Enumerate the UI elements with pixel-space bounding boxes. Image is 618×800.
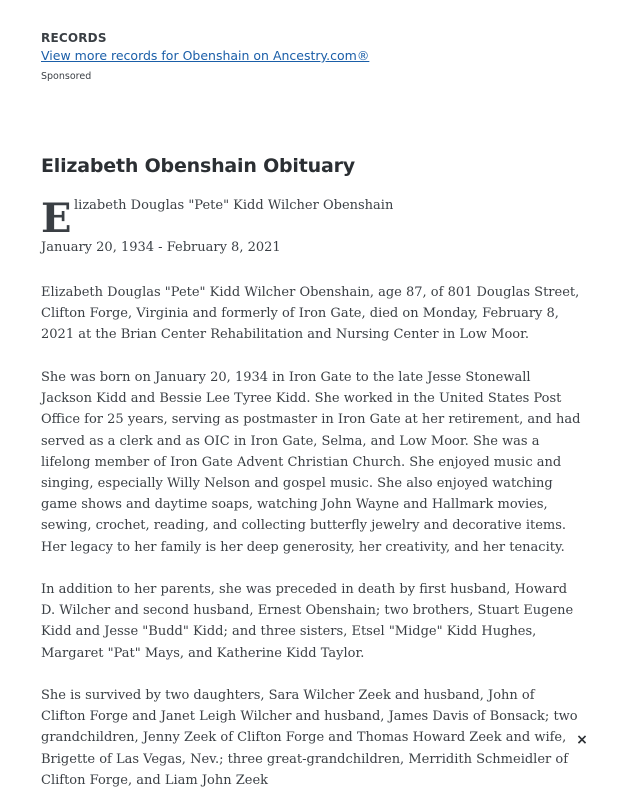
- life-dates: January 20, 1934 - February 8, 2021: [41, 240, 281, 255]
- page-title: Elizabeth Obenshain Obituary: [41, 155, 355, 177]
- deceased-full-name: [41, 195, 581, 242]
- obituary-paragraph: Elizabeth Douglas "Pete" Kidd Wilcher Obenshain, age 87, of 801 Douglas Street, Clifton Forge, Virginia and formerly of Iron Gate, died on Monday, February 8, 2021 at the Brian Center Rehabilitation and Nursing Center in Low Moor.: [41, 285, 580, 343]
- close-icon[interactable]: ×: [576, 732, 588, 748]
- obituary-paragraph: She is survived by two daughters, Sara Wilcher Zeek and husband, John of Clifton Forge and Janet Leigh Wilcher and husband, James Davis of Bonsack; two grandchildren, Jenny Zeek of Clifton Forge and Thomas Howard Zeek and wife, Brigette of Las Vegas, Nev.; three great-grandchildren, Merridith Schmeidler of Clifton Forge, and Liam John Zeek: [41, 688, 578, 788]
- records-label: RECORDS: [41, 31, 107, 45]
- drop-cap: E: [41, 195, 72, 242]
- obituary-paragraph: She was born on January 20, 1934 in Iron Gate to the late Jesse Stonewall Jackson Kidd and Bessie Lee Tyree Kidd. She worked in the United States Post Office for 25 years, serving as postmaster in Iron Gate at her retirement, and had served as a clerk and as OIC in Iron Gate, Selma, and Low Moor. She was a lifelong member of Iron Gate Advent Christian Church. She enjoyed music and singing, especially Willy Nelson and gospel music. She also enjoyed watching game shows and daytime soaps, watching John Wayne and Hallmark movies, sewing, crochet, reading, and collecting butterfly jewelry and decorative items. Her legacy to her family is her deep generosity, her creativity, and her tenacity.: [41, 370, 581, 555]
- full-name-text: lizabeth Douglas "Pete" Kidd Wilcher Obenshain: [74, 198, 394, 213]
- ancestry-records-link[interactable]: View more records for Obenshain on Ancestry.com®: [41, 48, 370, 63]
- sponsored-label: Sponsored: [41, 71, 92, 82]
- obituary-paragraph: In addition to her parents, she was preceded in death by first husband, Howard D. Wilcher and second husband, Ernest Obenshain; two brothers, Stuart Eugene Kidd and Jesse "Budd" Kidd; and three sisters, Etsel "Midge" Kidd Hughes, Margaret "Pat" Mays, and Katherine Kidd Taylor.: [41, 582, 574, 661]
